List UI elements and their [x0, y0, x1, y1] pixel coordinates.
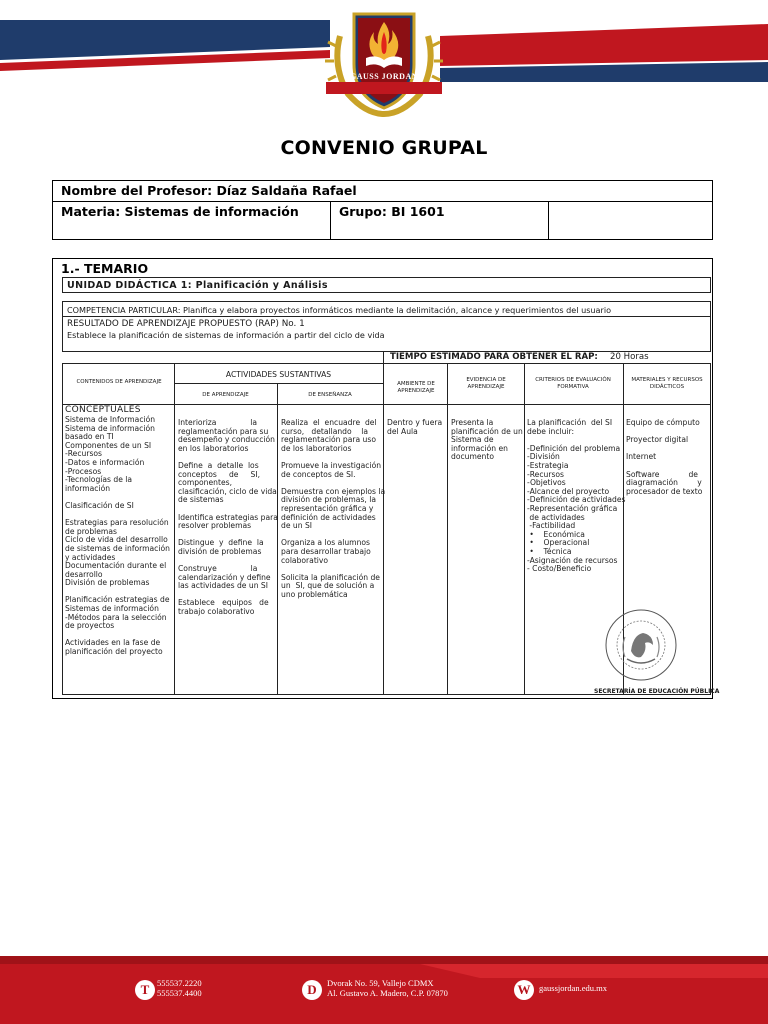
grid-line — [524, 363, 525, 695]
sep-label: SECRETARÍA DE EDUCACIÓN PÚBLICA — [594, 688, 720, 695]
phone-icon: T — [135, 980, 155, 1000]
school-logo — [318, 6, 450, 118]
web-icon: W — [514, 980, 534, 1000]
phone-1: 555537.2220 — [157, 978, 202, 988]
header-banner — [0, 0, 768, 120]
header-de-ensenanza: DE ENSEÑANZA — [308, 392, 352, 398]
subject-name: Materia: Sistemas de información — [61, 204, 299, 219]
tiempo-value: 20 Horas — [610, 352, 649, 362]
temario-title: 1.- TEMARIO — [61, 261, 149, 276]
header-contenidos: CONTENIDOS DE APRENDIZAJE — [76, 379, 162, 385]
evidencia-column: Presenta la planificación de un Sistema de información en documento — [451, 418, 523, 462]
grid-line — [383, 351, 711, 352]
cell-divider — [548, 202, 549, 239]
group-name: Grupo: BI 1601 — [339, 204, 445, 219]
sep-seal — [603, 607, 679, 683]
header-materiales: MATERIALES Y RECURSOS DIDÁCTICOS — [631, 377, 703, 390]
header-ambiente: AMBIENTE DE APRENDIZAJE — [397, 381, 435, 394]
address-icon: D — [302, 980, 322, 1000]
ensenanza-column: Realiza el encuadre del curso, detallando la reglamentación para uso de los laboratorios Promueve la investigación de conceptos de SI. Demuestra con ejemplos la división de problemas, la representación gráfica y definición de actividades de un SI Organiza a los alumnos para desarrollar trabajo colaborativo Solicita la planificación de un SI, que de solución a uno problemática — [281, 418, 386, 599]
contenidos-column: Sistema de Información Sistema de información basado en TI Componentes de un SI -Recursos -Datos e información -Procesos -Tecnologías de la información Clasificación de SI Estrategias para resolución de problemas Ciclo de vida del desarrollo de sistemas de información y actividades Documentación durante el desarrollo División de problemas Planificación estrategias de Sistemas de información -Métodos para la selección de proyectos Actividades en la fase de planificación del proyecto — [65, 415, 170, 657]
footer — [0, 956, 768, 1024]
info-row-professor — [53, 181, 712, 202]
address-line-1: Dvorak No. 59, Vallejo CDMX — [327, 978, 434, 988]
crest-icon — [318, 6, 450, 118]
header-actividades: ACTIVIDADES SUSTANTIVAS — [225, 370, 332, 379]
professor-name: Nombre del Profesor: Díaz Saldaña Rafael — [61, 183, 357, 198]
grid-line — [62, 404, 711, 405]
materiales-column: Equipo de cómputo Proyector digital Internet Software de diagramación y procesador de texto — [626, 418, 703, 496]
criterios-column: La planificación del SI debe incluir: -Definición del problema -División -Estrategia -Recursos -Objetivos -Alcance del proyecto -Definición de actividades -Representación gráfica de actividades -Factibilidad • Económica • Operacional • Técnica -Asignación de recursos - Costo/Beneficio — [527, 418, 626, 574]
website-link[interactable]: gaussjordan.edu.mx — [539, 983, 607, 993]
header-de-aprendizaje: DE APRENDIZAJE — [202, 392, 249, 398]
competencia-text: COMPETENCIA PARTICULAR: Planifica y elabora proyectos informáticos mediante la delimitación, alcance y requerimientos del usuario — [67, 305, 612, 315]
grid-line — [174, 383, 383, 384]
syllabus-scan — [62, 277, 720, 697]
phone-2: 555537.4400 — [157, 988, 202, 998]
ambiente-column: Dentro y fuera del Aula — [387, 418, 443, 436]
address-line-2: Al. Gustavo A. Madero, C.P. 07870 — [327, 988, 448, 998]
seal-icon — [603, 607, 679, 683]
page-title: CONVENIO GRUPAL — [280, 137, 488, 159]
unit-title: UNIDAD DIDÁCTICA 1: Planificación y Análisis — [67, 280, 328, 291]
competencia-row — [62, 301, 711, 317]
rap-title: RESULTADO DE APRENDIZAJE PROPUESTO (RAP) No. 1 — [67, 319, 305, 329]
grid-line — [174, 363, 175, 695]
logo-text: GAUSS JORDAN — [349, 72, 418, 81]
tiempo-label: TIEMPO ESTIMADO PARA OBTENER EL RAP: — [390, 352, 598, 362]
header-criterios: CRITERIOS DE EVALUACIÓN FORMATIVA — [535, 377, 611, 390]
conceptuales-label: CONCEPTUALES — [65, 405, 141, 415]
grid-line — [447, 363, 448, 695]
info-table — [52, 180, 713, 240]
rap-description: Establece la planificación de sistemas de información a partir del ciclo de vida — [67, 330, 385, 340]
header-evidencia: EVIDENCIA DE APRENDIZAJE — [466, 377, 506, 390]
aprendizaje-column: Interioriza la reglamentación para su desempeño y conducción en los laboratorios Define a detalle los conceptos de SI, componentes, clasificación, ciclo de vida de sistemas Identifica estrategias para resolver problemas Distingue y define la división de problemas Construye la calendarización y define las actividades de un SI Establece equipos de trabajo colaborativo — [178, 418, 278, 617]
unit-row — [62, 277, 711, 293]
rap-row — [62, 317, 711, 352]
